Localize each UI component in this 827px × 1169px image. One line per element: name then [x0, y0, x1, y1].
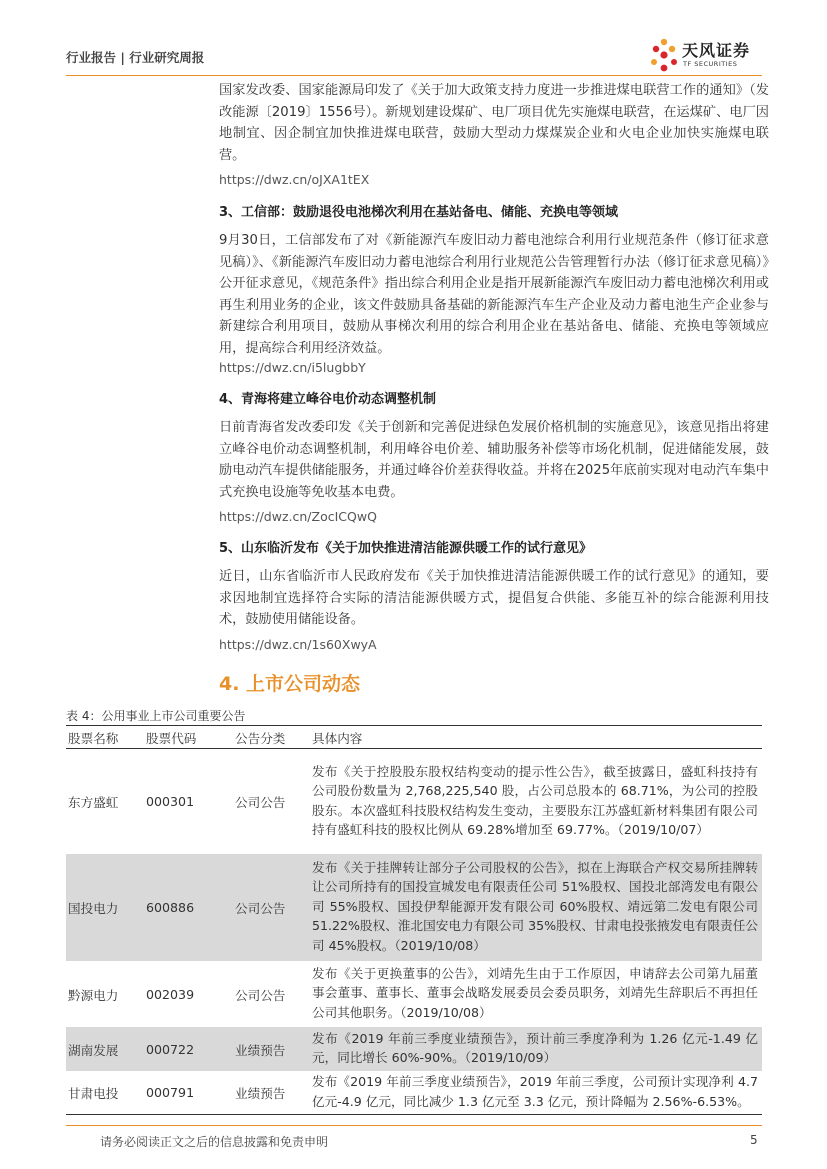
table-header-row [66, 726, 762, 749]
announcement-content-cell: 发布《关于控股股东股权结构变动的提示性公告》，截至披露日，盛虹科技持有公司股份数量为 2,768,225,540 股，占公司总股本的 68.71%，为公司的控股股东。本次盛虹科技股权结构发生变动，主要股东江苏盛虹新材料集团有限公司持有盛虹科技的股权比例从 69.28%增加至 69.77%。（2019/10/07） [310, 749, 762, 855]
announcement-type-cell: 公司公告 [223, 961, 310, 1028]
item-4-link[interactable]: https://dwz.cn/ZocICQwQ [219, 509, 377, 524]
item-3-link[interactable]: https://dwz.cn/i5lugbbY [219, 360, 366, 375]
intro-link[interactable]: https://dwz.cn/oJXA1tEX [219, 172, 370, 187]
announcement-content-cell: 发布《关于挂牌转让部分子公司股权的公告》，拟在上海联合产权交易所挂牌转让公司所持有的国投宣城发电有限责任公司 51%股权、国投北部湾发电有限公司 55%股权、国投伊犁能源开发有限公司 60%股权、靖远第二发电有限公司 51.22%股权、淮北国安电力有限公司 35%股权、甘肃电投张掖发电有限责任公司 45%股权。（2019/10/08） [310, 855, 762, 961]
stock-name-cell: 甘肃电投 [66, 1071, 136, 1115]
column-header-type: 公告分类 [223, 726, 310, 749]
page-number: 5 [750, 1133, 758, 1147]
page-header [66, 36, 762, 78]
stock-code-cell: 000722 [136, 1028, 223, 1071]
company-logo [648, 36, 760, 76]
section-title: 4. 上市公司动态 [219, 673, 361, 695]
table-caption: 表 4：公用事业上市公司重要公告 [66, 709, 246, 723]
announcement-type-cell: 公司公告 [223, 749, 310, 855]
item-3-heading: 3、工信部：鼓励退役电池梯次利用在基站备电、储能、充换电等领域 [219, 205, 619, 220]
table-row [66, 749, 762, 855]
announcement-content-cell: 发布《关于更换董事的公告》，刘靖先生由于工作原因，申请辞去公司第九届董事会董事、董事长、董事会战略发展委员会委员职务，刘靖先生辞职后不再担任公司其他职务。（2019/10/08） [310, 961, 762, 1028]
table-row [66, 961, 762, 1028]
announcement-content-cell: 发布《2019 年前三季度业绩预告》，2019 年前三季度，公司预计实现净利 4.7 亿元-4.9 亿元，同比减少 1.3 亿元至 3.3 亿元，预计降幅为 2.56%-6.53%。 [310, 1071, 762, 1115]
footer-divider [66, 1125, 762, 1126]
logo-text-en: TF SECURITIES [683, 60, 738, 68]
stock-name-cell: 湖南发展 [66, 1028, 136, 1071]
intro-paragraph: 国家发改委、国家能源局印发了《关于加大政策支持力度进一步推进煤电联营工作的通知》（发改能源〔2019〕1556号）。新规划建设煤矿、电厂项目优先实施煤电联营，在运煤矿、电厂因地制宜、因企制宜加快推进煤电联营，鼓励大型动力煤煤炭企业和火电企业加快实施煤电联营。 [219, 83, 769, 163]
announcement-type-cell: 业绩预告 [223, 1071, 310, 1115]
header-divider [66, 75, 762, 76]
report-type-label: 行业报告 | 行业研究周报 [66, 50, 205, 65]
item-3-paragraph: 9月30日，工信部发布了对《新能源汽车废旧动力蓄电池综合利用行业规范条件（修订征求意见稿）》、《新能源汽车废旧动力蓄电池综合利用行业规范公告管理暂行办法（修订征求意见稿）》公开征求意见，《规范条件》指出综合利用企业是指开展新能源汽车废旧动力蓄电池梯次利用或再生利用业务的企业，该文件鼓励具备基础的新能源汽车生产企业及动力蓄电池生产企业参与新建综合利用项目，鼓励从事梯次利用的综合利用企业在基站备电、储能、充换电等领域应用，提高综合利用经济效益。 [219, 233, 769, 356]
table-row [66, 855, 762, 961]
stock-name-cell: 国投电力 [66, 855, 136, 961]
announcement-type-cell: 公司公告 [223, 855, 310, 961]
item-4-heading: 4、青海将建立峰谷电价动态调整机制 [219, 392, 437, 407]
stock-code-cell: 000301 [136, 749, 223, 855]
stock-code-cell: 600886 [136, 855, 223, 961]
stock-name-cell: 黔源电力 [66, 961, 136, 1028]
table-row [66, 1028, 762, 1071]
announcements-table [66, 725, 762, 1115]
item-5-heading: 5、山东临沂发布《关于加快推进清洁能源供暖工作的试行意见》 [219, 541, 593, 556]
logo-text-cn: 天风证券 [682, 41, 751, 60]
column-header-code: 股票代码 [136, 726, 223, 749]
stock-name-cell: 东方盛虹 [66, 749, 136, 855]
disclaimer-text: 请务必阅读正文之后的信息披露和免责申明 [100, 1135, 329, 1149]
column-header-content: 具体内容 [310, 726, 762, 749]
logo-mark-icon [648, 38, 680, 74]
stock-code-cell: 002039 [136, 961, 223, 1028]
item-4-paragraph: 日前青海省发改委印发《关于创新和完善促进绿色发展价格机制的实施意见》，该意见指出将建立峰谷电价动态调整机制，利用峰谷电价差、辅助服务补偿等市场化机制，促进储能发展，鼓励电动汽车提供储能服务，并通过峰谷价差获得收益。并将在2025年底前实现对电动汽车集中式充换电设施等免收基本电费。 [219, 420, 769, 500]
column-header-name: 股票名称 [66, 726, 136, 749]
item-5-link[interactable]: https://dwz.cn/1s60XwyA [219, 637, 377, 652]
stock-code-cell: 000791 [136, 1071, 223, 1115]
announcement-type-cell: 业绩预告 [223, 1028, 310, 1071]
table-row [66, 1071, 762, 1115]
announcement-content-cell: 发布《2019 年前三季度业绩预告》，预计前三季度净利为 1.26 亿元-1.49 亿元，同比增长 60%-90%。（2019/10/09） [310, 1028, 762, 1071]
item-5-paragraph: 近日，山东省临沂市人民政府发布《关于加快推进清洁能源供暖工作的试行意见》的通知，要求因地制宜选择符合实际的清洁能源供暖方式，提倡复合供能、多能互补的综合能源利用技术，鼓励使用储能设备。 [219, 569, 769, 627]
